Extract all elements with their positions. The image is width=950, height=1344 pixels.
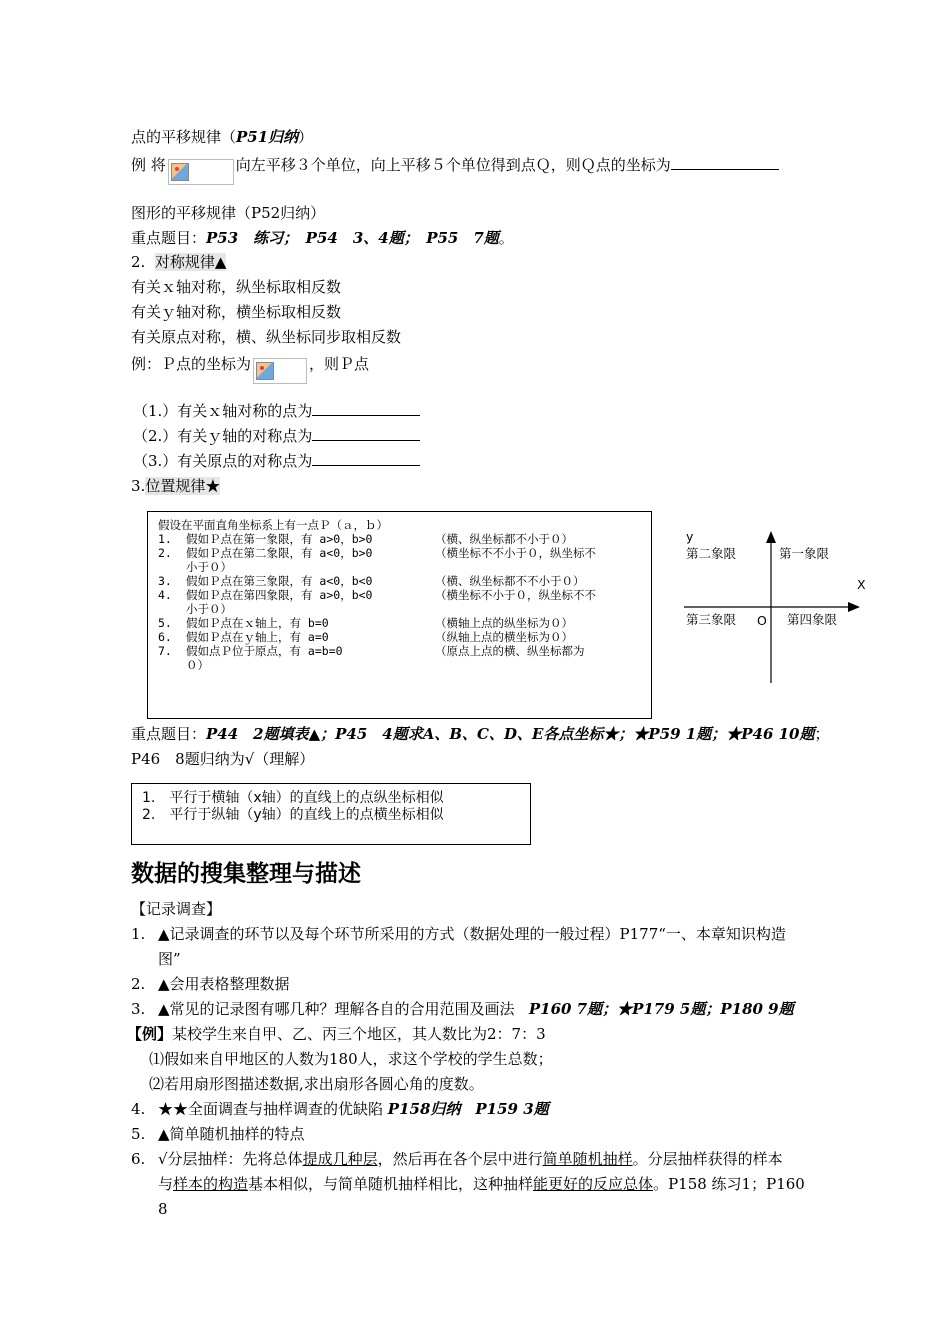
item-2: ▲会用表格整理数据 (158, 975, 290, 993)
rule-text: 假如Ｐ点在第一象限，有 a>0，b>0 (186, 532, 373, 546)
key-problems-2: 重点题目：P44 2题填表▲；P45 4题求A、B、C、D、E各点坐标★；★P59 1题；★P46 10题； (131, 725, 830, 743)
rule-note-cont: ０） (186, 658, 209, 672)
rule-note-cont: 小于０） (186, 602, 232, 616)
item-2-number: 2. (131, 975, 146, 993)
item-1-cont: 图” (158, 950, 181, 968)
translation-example: 例 将 向左平移３个单位，向上平移５个单位得到点Ｑ，则Ｑ点的坐标为 (131, 153, 779, 179)
quadrant-1-label: 第一象限 (779, 546, 830, 561)
rule-note: （纵轴上点的横坐标为０） (435, 630, 573, 644)
origin-label: O (757, 613, 767, 628)
item-3-number: 3. (131, 1000, 146, 1018)
formula-image-icon (168, 159, 234, 185)
example: 【例】某校学生来自甲、乙、丙三个地区，其人数比为2：7：3 (127, 1025, 546, 1043)
item-5: ▲简单随机抽样的特点 (158, 1125, 305, 1143)
item-1: ▲记录调查的环节以及每个环节所采用的方式（数据处理的一般过程）P177“一、本章知识构造 (158, 925, 786, 943)
item-4-number: 4. (131, 1100, 146, 1118)
rule-number: 2. (158, 546, 172, 560)
rule-number: 1. (158, 532, 172, 546)
answer-blank (312, 426, 420, 441)
key-problems-1: 重点题目：P53 练习； P54 3、4题； P55 7题。 (131, 229, 514, 247)
rule-text: 假如Ｐ点在ｙ轴上，有 a=0 (186, 630, 329, 644)
x-axis-label: X (857, 577, 866, 592)
rule-number: 7. (158, 644, 172, 658)
rule-text: 假如Ｐ点在ｘ轴上，有 b=0 (186, 616, 329, 630)
item-6-cont: 与样本的构造基本相似，与简单随机抽样相比，这种抽样能更好的反应总体。P158 练习1；P160 (158, 1175, 805, 1193)
rule-text: 假如Ｐ点在第四象限，有 a>0，b<0 (186, 588, 373, 602)
symmetry-heading: 2. 对称规律▲ (131, 253, 227, 271)
answer-blank (671, 155, 779, 170)
quadrant-3-label: 第三象限 (686, 612, 737, 627)
example-question-2: ⑵若用扇形图描述数据,求出扇形各圆心角的度数。 (149, 1075, 484, 1093)
answer-blank (312, 401, 420, 416)
box-intro: 假设在平面直角坐标系上有一点Ｐ（ａ，ｂ） (158, 518, 388, 532)
rule-note: （横坐标不小于０，纵坐标不不 (435, 588, 596, 602)
quadrant-rules-box (147, 511, 652, 719)
parallel-lines-box (131, 783, 531, 845)
record-survey-heading: 【记录调查】 (131, 900, 222, 918)
rule-number: 4. (158, 588, 172, 602)
rule-number: 5. (158, 616, 172, 630)
symmetry-sub-3: （3.）有关原点的对称点为 (133, 451, 420, 471)
symmetry-line-1: 有关ｘ轴对称，纵坐标取相反数 (131, 278, 342, 296)
parallel-rule-2: 2. 平行于纵轴（y轴）的直线上的点横坐标相似 (142, 807, 444, 823)
symmetry-line-3: 有关原点对称，横、纵坐标同步取相反数 (131, 328, 402, 346)
rule-note: （横、纵坐标都不小于０） (435, 532, 573, 546)
symmetry-line-2: 有关ｙ轴对称，横坐标取相反数 (131, 303, 342, 321)
translation-title: 点的平移规律（P51归纳） (131, 128, 314, 146)
key-problems-2-cont: P46 8题归纳为√（理解） (131, 750, 315, 768)
example-question-1: ⑴假如来自甲地区的人数为180人，求这个学校的学生总数； (149, 1050, 553, 1068)
section-title: 数据的搜集整理与描述 (131, 861, 361, 887)
rule-number: 6. (158, 630, 172, 644)
quadrant-4-label: 第四象限 (787, 612, 838, 627)
item-5-number: 5. (131, 1125, 146, 1143)
rule-note-cont: 小于０） (186, 560, 232, 574)
item-1-number: 1. (131, 925, 146, 943)
rule-note: （横、纵坐标都不不小于０） (435, 574, 585, 588)
rule-text: 假如Ｐ点在第二象限，有 a<0，b>0 (186, 546, 373, 560)
symmetry-example: 例：Ｐ点的坐标为 ，则Ｐ点 (131, 352, 369, 378)
rule-note: （横轴上点的纵坐标为０） (435, 616, 573, 630)
quadrant-2-label: 第二象限 (686, 546, 737, 561)
item-6-cont-2: 8 (158, 1200, 168, 1218)
item-3: ▲常见的记录图有哪几种？理解各自的合用范围及画法 P160 7题；★P179 5题；P180 9题 (158, 1000, 794, 1018)
item-6: √分层抽样：先将总体提成几种层，然后再在各个层中进行简单随机抽样。分层抽样获得的样本 (158, 1150, 783, 1168)
rule-text: 假如点Ｐ位于原点，有 a=b=0 (186, 644, 343, 658)
rule-note: （原点上点的横、纵坐标都为 (435, 644, 585, 658)
rule-number: 3. (158, 574, 172, 588)
item-4: ★★全面调查与抽样调查的优缺陷 P158归纳 P159 3题 (158, 1100, 549, 1118)
symmetry-sub-1: （1.）有关ｘ轴对称的点为 (133, 401, 420, 421)
position-heading: 3.位置规律★ (131, 477, 221, 495)
symmetry-sub-2: （2.）有关ｙ轴的对称点为 (133, 426, 420, 446)
rule-text: 假如Ｐ点在第三象限，有 a<0，b<0 (186, 574, 373, 588)
figure-translation-rule: 图形的平移规律（P52归纳） (131, 204, 326, 222)
formula-image-icon (253, 358, 307, 384)
answer-blank (312, 451, 420, 466)
item-6-number: 6. (131, 1150, 146, 1168)
y-axis-label: y (686, 529, 694, 544)
coordinate-axes-diagram (680, 525, 880, 690)
parallel-rule-1: 1. 平行于横轴（x轴）的直线上的点纵坐标相似 (142, 790, 444, 806)
rule-note: （横坐标不不小于０，纵坐标不 (435, 546, 596, 560)
